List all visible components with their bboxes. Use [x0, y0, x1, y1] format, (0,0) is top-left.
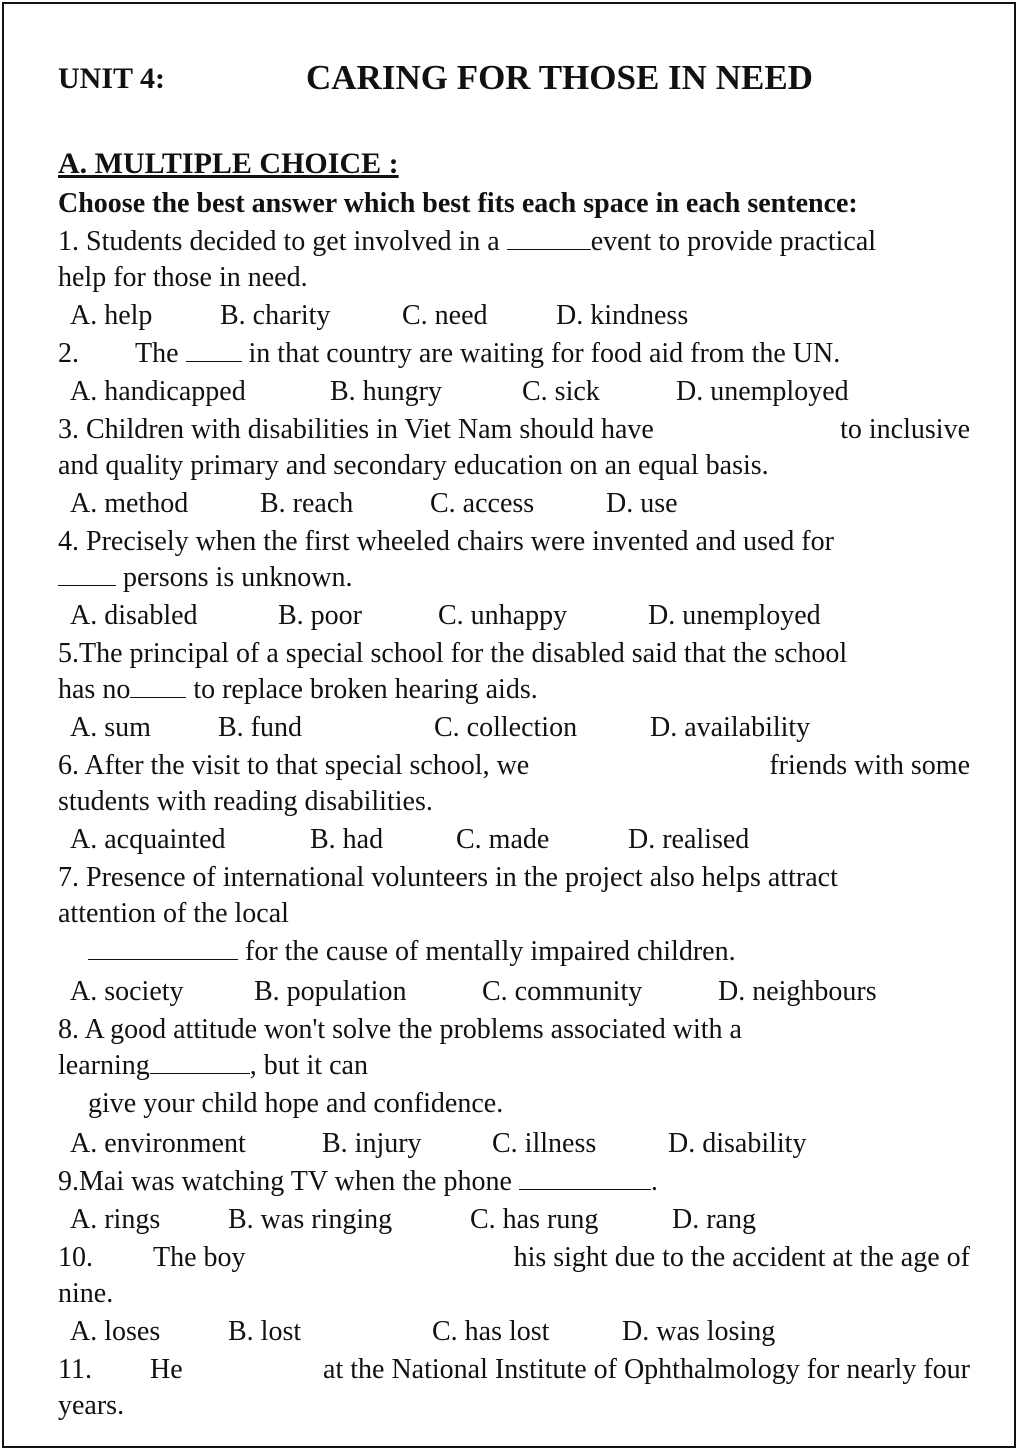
option-c: C. unhappy [438, 600, 568, 631]
question-text: years. [58, 1390, 125, 1421]
unit-label: UNIT 4: [58, 62, 165, 95]
question-text: attention of the local [58, 898, 289, 929]
option-c: C. need [402, 300, 488, 331]
option-c: C. made [456, 824, 550, 855]
option-d: D. realised [628, 824, 750, 855]
question-7 [58, 860, 970, 932]
page-title: CARING FOR THOSE IN NEED [306, 58, 813, 97]
question-text: for the cause of mentally impaired children. [245, 936, 736, 967]
question-6 [58, 748, 970, 784]
question-text: 7. Presence of international volunteers in the project also helps attract [58, 862, 838, 893]
option-b: B. population [254, 976, 407, 1007]
option-b: B. fund [218, 712, 302, 743]
option-d: D. unemployed [648, 600, 821, 631]
question-text: , but it can [249, 1050, 368, 1081]
question-number: 10. [58, 1242, 93, 1273]
options-7 [58, 972, 970, 1012]
question-text: nine. [58, 1278, 114, 1309]
question-text: friends with some [769, 750, 970, 781]
option-b: B. charity [220, 300, 331, 331]
option-c: C. has rung [470, 1204, 599, 1235]
question-text: persons is unknown. [123, 562, 353, 593]
question-text: 8. A good attitude won't solve the problems associated with a [58, 1014, 742, 1045]
question-number: 11. [58, 1354, 92, 1385]
worksheet [58, 52, 970, 1424]
option-d: D. availability [650, 712, 811, 743]
option-c: C. illness [492, 1128, 597, 1159]
question-text: The boy [153, 1242, 246, 1273]
question-text: He [149, 1354, 183, 1385]
header [58, 52, 970, 102]
option-d: D. was losing [622, 1316, 776, 1347]
option-b: B. lost [228, 1316, 302, 1347]
question-3-cont [58, 448, 970, 484]
instruction: Choose the best answer which best fits each space in each sentence: [58, 188, 858, 219]
question-3 [58, 412, 970, 448]
option-a: A. society [70, 976, 184, 1007]
option-a: A. acquainted [70, 824, 226, 855]
question-6-cont [58, 784, 970, 820]
option-d: D. unemployed [676, 376, 849, 407]
question-8-cont [58, 1084, 970, 1124]
option-a: A. method [70, 488, 189, 519]
option-b: B. had [310, 824, 384, 855]
question-text: has no [58, 674, 131, 705]
question-4 [58, 524, 970, 596]
option-a: A. environment [70, 1128, 246, 1159]
question-text: in that country are waiting for food aid from the UN. [248, 338, 841, 369]
question-text: to inclusive [840, 414, 970, 445]
question-text: his sight due to the accident at the age of [513, 1242, 970, 1273]
option-c: C. collection [434, 712, 578, 743]
options-4 [58, 596, 970, 636]
question-text: . [650, 1166, 658, 1197]
option-a: A. rings [70, 1204, 161, 1235]
options-6 [58, 820, 970, 860]
question-text: The [135, 338, 179, 369]
option-d: D. rang [672, 1204, 756, 1235]
question-text: at the National Institute of Ophthalmology for nearly four [323, 1354, 970, 1385]
option-a: A. sum [70, 712, 151, 743]
answer-blank [88, 937, 238, 960]
question-10 [58, 1240, 970, 1276]
options-8 [58, 1124, 970, 1164]
option-d: D. neighbours [718, 976, 877, 1007]
question-text: to replace broken hearing aids. [193, 674, 538, 705]
option-a: A. handicapped [70, 376, 246, 407]
options-3 [58, 484, 970, 524]
option-b: B. injury [322, 1128, 422, 1159]
question-text: 3. Children with disabilities in Viet Nam should have [58, 414, 654, 445]
option-c: C. has lost [432, 1316, 550, 1347]
option-d: D. kindness [556, 300, 689, 331]
option-b: B. reach [260, 488, 354, 519]
answer-blank [507, 227, 591, 250]
question-text: students with reading disabilities. [58, 786, 433, 817]
question-text: 4. Precisely when the first wheeled chairs were invented and used for [58, 526, 834, 557]
option-c: C. access [430, 488, 535, 519]
question-2 [58, 336, 970, 372]
answer-blank [150, 1051, 250, 1074]
question-text: help for those in need. [58, 262, 308, 293]
options-1 [58, 296, 970, 336]
question-11 [58, 1352, 970, 1388]
answer-blank [130, 675, 186, 698]
question-text: give your child hope and confidence. [88, 1088, 504, 1119]
question-text: 5.The principal of a special school for the disabled said that the school [58, 638, 848, 669]
option-b: B. was ringing [228, 1204, 393, 1235]
answer-blank [519, 1167, 651, 1190]
question-text: learning [58, 1050, 150, 1081]
question-text: 9.Mai was watching TV when the phone [58, 1166, 512, 1197]
question-7-cont [58, 932, 970, 972]
option-d: D. disability [668, 1128, 807, 1159]
answer-blank [186, 339, 242, 362]
options-2 [58, 372, 970, 412]
question-9 [58, 1164, 970, 1200]
option-d: D. use [606, 488, 678, 519]
option-a: A. loses [70, 1316, 161, 1347]
question-8 [58, 1012, 970, 1084]
options-10 [58, 1312, 970, 1352]
option-a: A. disabled [70, 600, 198, 631]
question-1 [58, 224, 970, 296]
question-text: 1. Students decided to get involved in a [58, 226, 507, 257]
section-heading: A. MULTIPLE CHOICE : [58, 147, 399, 180]
option-c: C. community [482, 976, 643, 1007]
question-text: 6. After the visit to that special school, we [58, 750, 530, 781]
option-b: B. poor [278, 600, 362, 631]
question-11-cont [58, 1388, 970, 1424]
question-5 [58, 636, 970, 708]
question-text: and quality primary and secondary education on an equal basis. [58, 450, 769, 481]
question-text: event to provide practical [590, 226, 877, 257]
option-b: B. hungry [330, 376, 442, 407]
answer-blank [619, 754, 679, 784]
question-10-cont [58, 1276, 970, 1312]
question-number: 2. [58, 338, 79, 369]
option-a: A. help [70, 300, 153, 331]
answer-blank [58, 563, 116, 586]
options-5 [58, 708, 970, 748]
option-c: C. sick [522, 376, 600, 407]
options-9 [58, 1200, 970, 1240]
